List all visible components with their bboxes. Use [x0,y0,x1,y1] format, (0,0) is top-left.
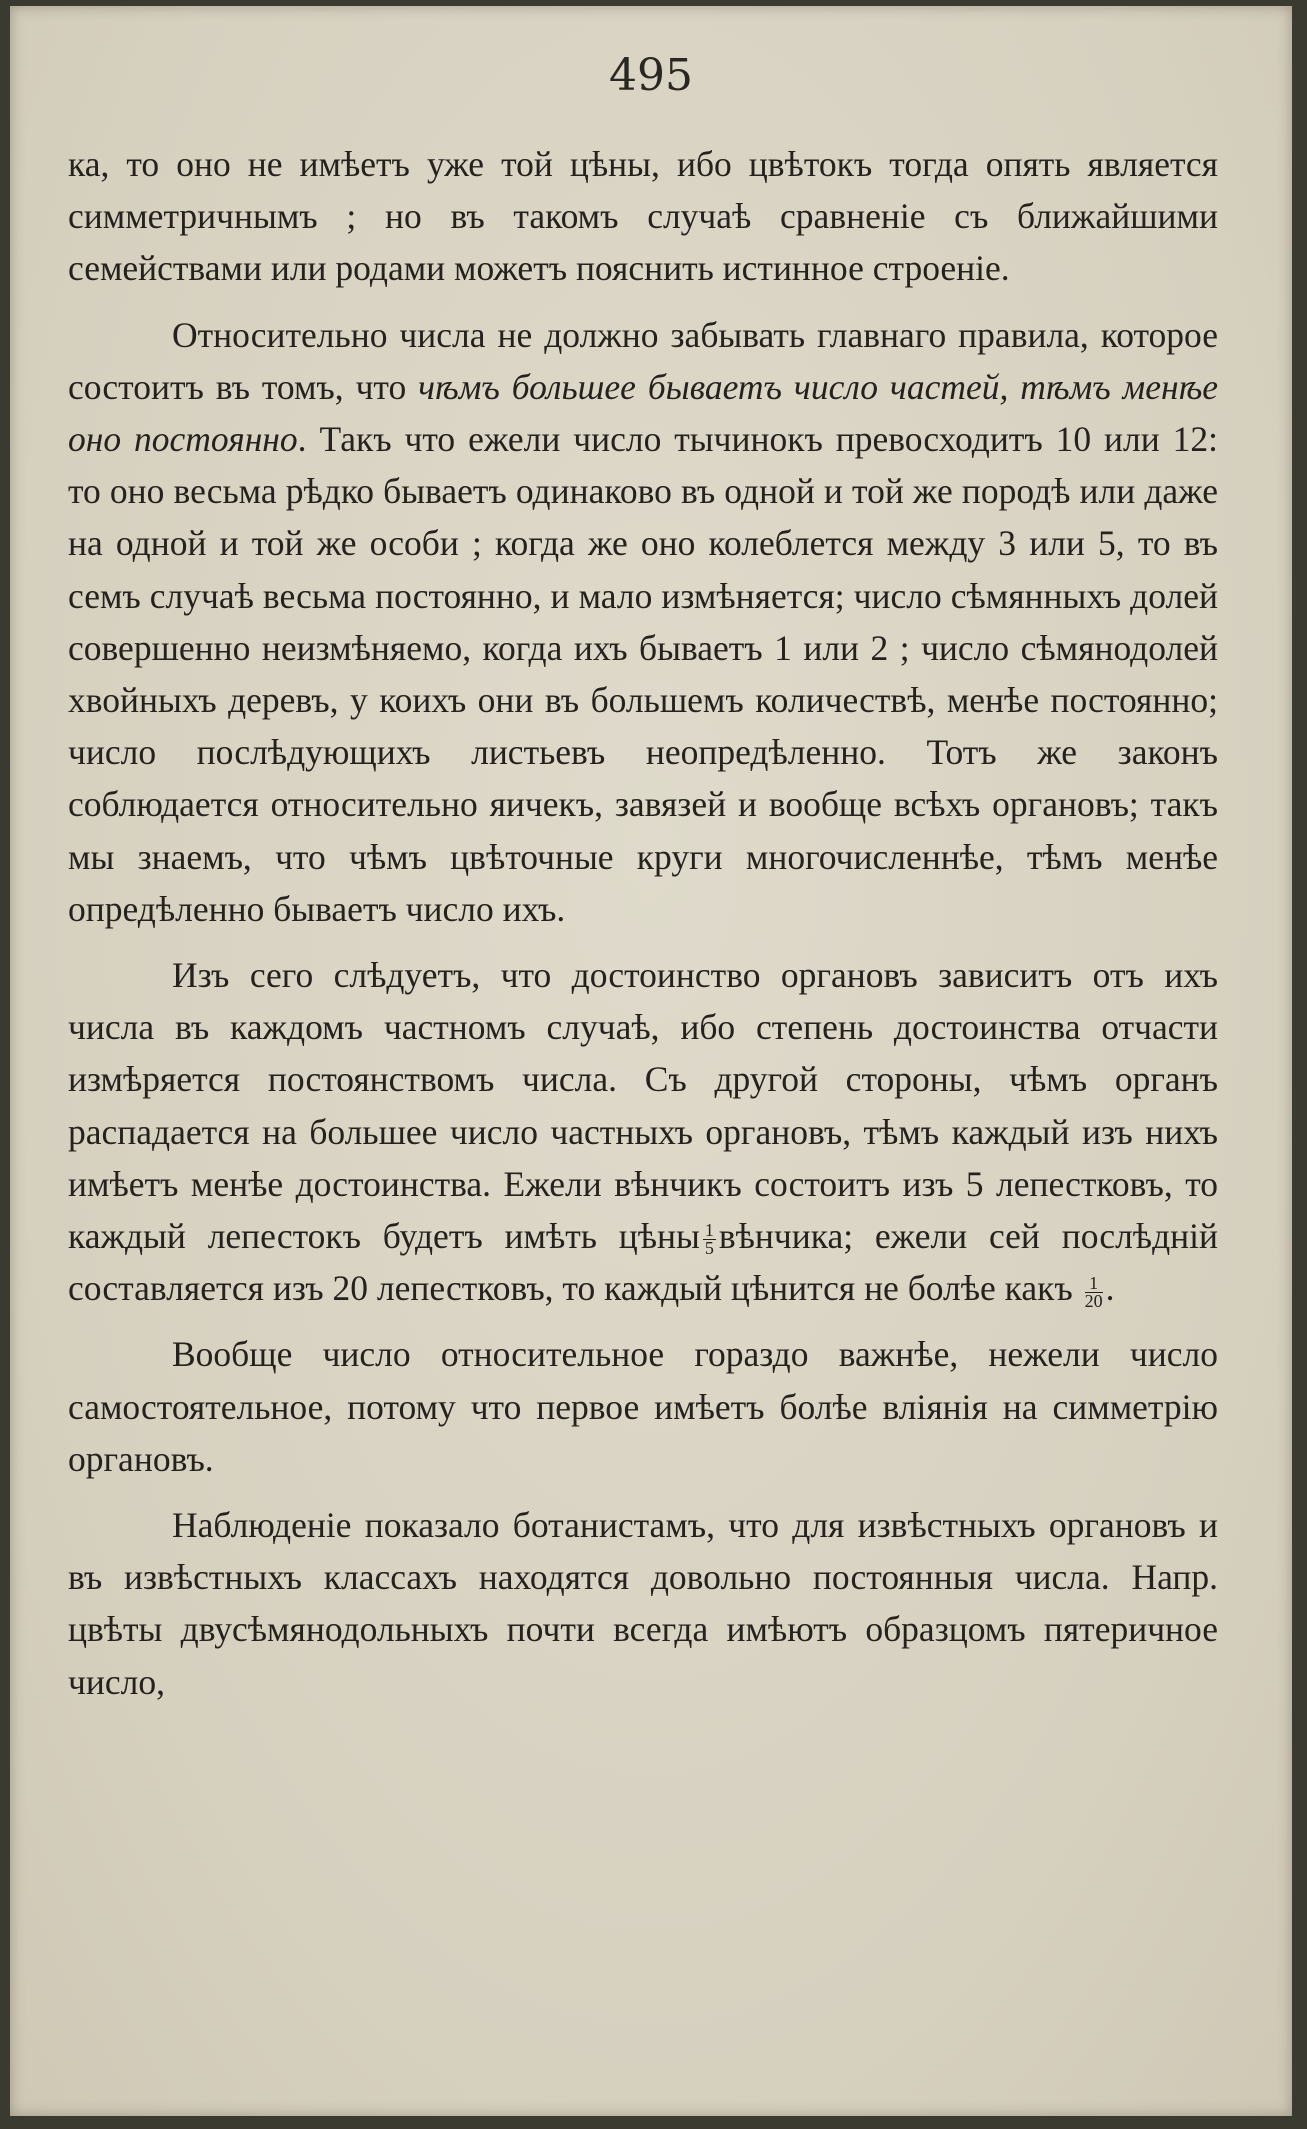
paragraph-3-text-c: . [1105,1268,1115,1309]
paragraph-4: Вообще число относительное гораздо важнѣе, нежели число самостоятельное, потому что первое имѣетъ болѣе вліянія на симметрію органовъ. [68,1334,1218,1479]
book-page [10,6,1292,2116]
paragraph-5: Наблюденіе показало ботанистамъ, что для извѣстныхъ органовъ и въ извѣстныхъ классахъ находятся довольно постоянныя числа. Напр. цвѣты двусѣмянодольныхъ почти всегда имѣютъ образцомъ пятеричное число, [68,1505,1218,1702]
paragraph-3-text-b: вѣнчика; ежели сей послѣдній составляется изъ 20 лепестковъ, то каждый цѣнится не болѣе какъ [68,1216,1219,1309]
paragraph-3-text-a: Изъ сего слѣдуетъ, что достоинство органовъ зависитъ отъ ихъ числа въ каждомъ частномъ случаѣ, ибо степень достоинства отчасти измѣряется постоянствомъ числа. Съ другой стороны, чѣмъ органъ распадается на большее число частныхъ органовъ, тѣмъ каждый изъ нихъ имѣетъ менѣе достоинства. Ежели вѣнчикъ состоитъ изъ 5 лепестковъ, то каждый лепестокъ будетъ имѣть цѣны [68,955,1218,1257]
fraction-denominator: 5 [704,1238,714,1259]
page-number: 495 [609,50,693,101]
body-text [68,138,1218,1722]
paragraph-3 [68,949,1218,1314]
fraction-one-fifth [703,1222,716,1257]
paragraph-1: ка, то оно не имѣетъ уже той цѣны, ибо цвѣтокъ тогда опять является симметричнымъ ; но въ такомъ случаѣ сравненіе съ ближайшими семействами или родами можетъ пояснить истинное строеніе. [68,144,1218,289]
paragraph-2-italic-rule: чѣмъ большее бываетъ число частей, тѣмъ менѣе оно постоянно [68,366,1219,460]
fraction-one-twentieth [1084,1272,1103,1311]
fraction-denominator: 20 [1084,1290,1103,1311]
paragraph-2-text-end: . Такъ что ежели число тычинокъ превосходитъ 10 или 12: то оно весьма рѣдко бываетъ одинаково въ одной и той же породѣ или даже на одной и той же особи ; когда же оно колеблется между 3 или 5, то въ семъ случаѣ весьма постоянно, и мало измѣняется; число сѣмянныхъ долей совершенно неизмѣняемо, когда ихъ бываетъ 1 или 2 ; число сѣмянодолей хвойныхъ деревъ, у коихъ они въ большемъ количествѣ, менѣе постоянно; число послѣдующихъ листьевъ неопредѣленно. Тотъ же законъ соблюдается относительно яичекъ, завязей и вообще всѣхъ органовъ; такъ мы знаемъ, что чѣмъ цвѣточные круги многочисленнѣе, тѣмъ менѣе опредѣленно бываетъ число ихъ. [68,419,1218,929]
fraction-numerator: 1 [1085,1275,1103,1293]
paragraph-2 [68,309,1218,935]
paragraph-2-text-start: Относительно числа не должно забывать главнаго правила, которое состоитъ въ томъ, что [68,314,1218,407]
fraction-numerator: 1 [704,1220,714,1241]
